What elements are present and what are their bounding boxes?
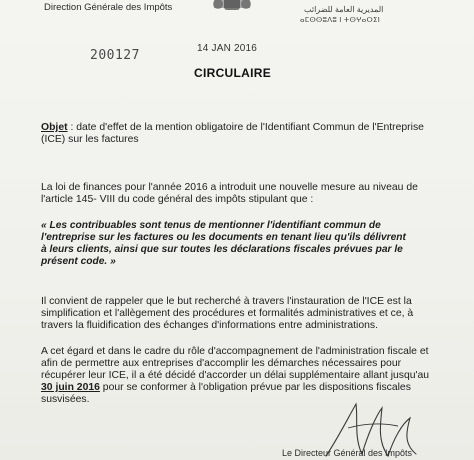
intro-line-1: La loi de finances pour l'année 2016 a introduit une nouvelle mesure au niveau de	[41, 182, 418, 193]
objet-paragraph	[41, 122, 436, 146]
p3-line-3: récupérer leur ICE, il a été décidé d'accorder un délai supplémentaire allant jusqu'au	[41, 370, 430, 381]
p2-line-2: simplification et l'allègement des procédures et formalités administratives et ce, à	[41, 308, 414, 319]
p2-line-1: Il convient de rappeler que le but recherché à travers l'instauration de l'ICE est la	[41, 296, 412, 307]
quote-line-4: présent code. »	[41, 256, 116, 267]
quote-line-1: « Les contribuables sont tenus de mentionner l'identifiant commun de	[41, 220, 381, 231]
p3-line-2: afin de permettre aux entreprises d'accomplir les démarches nécessaires pour	[41, 358, 402, 369]
intro-paragraph	[41, 182, 436, 206]
ice-purpose-paragraph	[41, 296, 436, 332]
objet-label: Objet	[41, 122, 68, 133]
document-title: CIRCULAIRE	[194, 66, 271, 80]
quoted-article	[41, 220, 436, 268]
p3-line-4-rest: pour se conformer à l'obligation prévue par les dispositions fiscales	[99, 382, 411, 393]
header-right-arabic: المديرية العامة للضرائب	[304, 5, 384, 14]
header-left-title: Direction Générale des Impôts	[44, 2, 173, 13]
quote-line-2: l'entreprise sur les factures ou les documents en tenant lieu qu'ils délivrent	[41, 232, 406, 243]
quote-line-3: à leurs clients, ainsi que sur toutes les déclarations fiscales prévues par le	[41, 244, 403, 255]
p3-line-5: susvisées.	[41, 394, 90, 405]
deadline-date: 30 juin 2016	[41, 382, 100, 393]
signature-title: Le Directeur Général des Impôts	[282, 448, 413, 458]
p3-line-1: A cet égard et dans le cadre du rôle d'accompagnement de l'administration fiscale et	[41, 346, 429, 357]
objet-line-1	[41, 122, 436, 134]
p3-line-4	[41, 382, 436, 394]
objet-text-1: : date d'effet de la mention obligatoire de l'Identifiant Commun de l'Entreprise	[67, 122, 424, 133]
intro-line-2: l'article 145- VIII du code général des impôts stipulant que :	[41, 194, 314, 205]
coat-of-arms-emblem	[210, 0, 254, 12]
date-stamp: 14 JAN 2016	[197, 43, 258, 54]
header-right-tifinagh: ⴰⵎⵙⵙⵓⴷⵓ ⵏ ⵜⵙⵖⴰⵔⵉⵏ	[300, 17, 381, 24]
reference-number: 200127	[90, 48, 140, 63]
objet-line-2: (ICE) sur les factures	[41, 134, 139, 145]
p2-line-3: travers la fluidification des échanges d'informations entre administrations.	[41, 320, 378, 331]
deadline-paragraph	[41, 346, 436, 406]
